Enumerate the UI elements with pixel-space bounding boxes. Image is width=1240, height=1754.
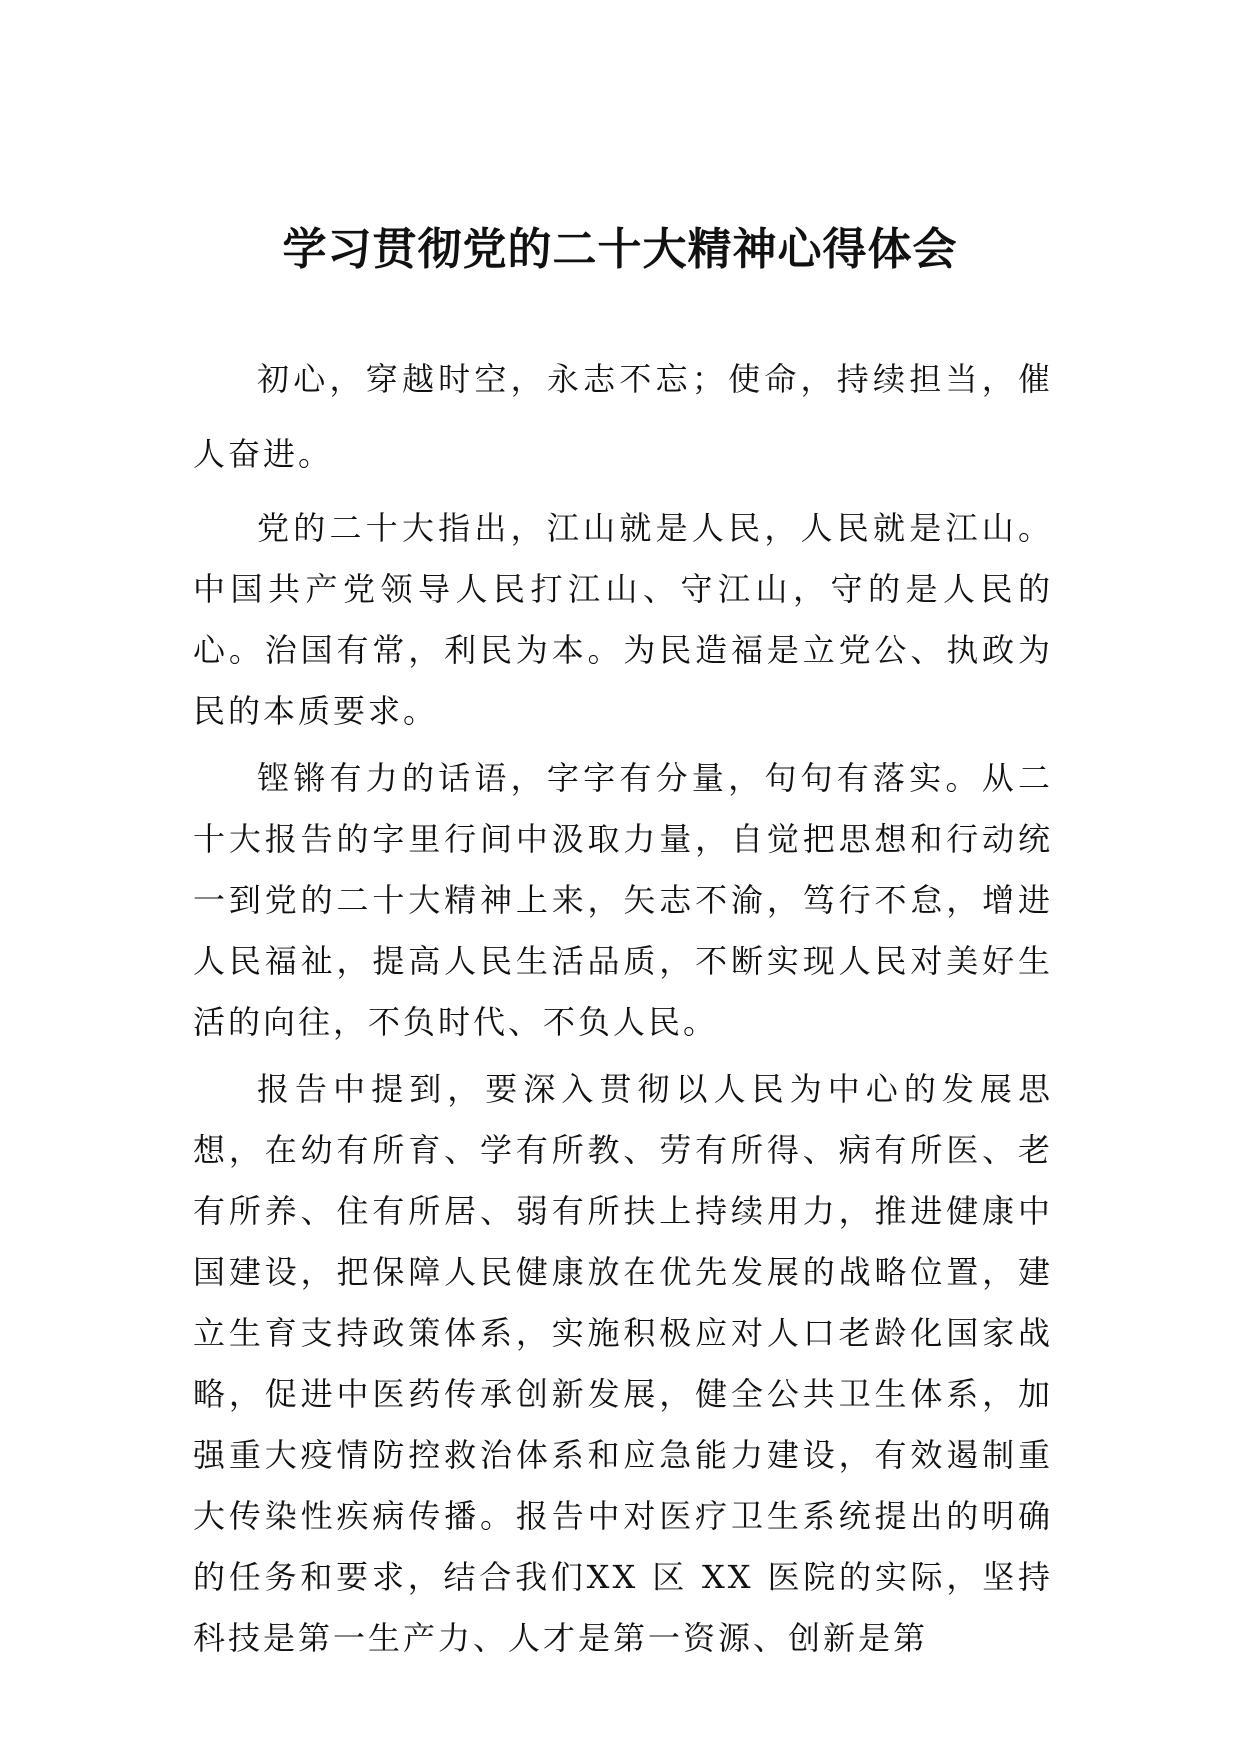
- paragraph-4: 报告中提到，要深入贯彻以人民为中心的发展思想，在幼有所育、学有所教、劳有所得、病有所医、老有所养、住有所居、弱有所扶上持续用力，推进健康中国建设，把保障人民健康放在优先发展的战略位置，建立生育支持政策体系，实施积极应对人口老龄化国家战略，促进中医药传承创新发展，健全公共卫生体系，加强重大疫情防控救治体系和应急能力建设，有效遏制重大传染性疾病传播。报告中对医疗卫生系统提出的明确的任务和要求，结合我们XX 区 XX 医院的实际，坚持科技是第一生产力、人才是第一资源、创新是第: [193, 1070, 1053, 1657]
- paragraph-3: 铿锵有力的话语，字字有分量，句句有落实。从二十大报告的字里行间中汲取力量，自觉把思想和行动统一到党的二十大精神上来，矢志不渝，笃行不怠，增进人民福祉，提高人民生活品质，不断实现人民对美好生活的向往，不负时代、不负人民。: [193, 759, 1053, 1041]
- document-body: [193, 342, 1053, 1675]
- paragraph-2: 党的二十大指出，江山就是人民，人民就是江山。中国共产党领导人民打江山、守江山，守的是人民的心。治国有常，利民为本。为民造福是立党公、执政为民的本质要求。: [193, 509, 1053, 730]
- document-title: 学习贯彻党的二十大精神心得体会: [282, 224, 958, 275]
- paragraph-1: 初心，穿越时空，永志不忘；使命，持续担当，催人奋进。: [193, 360, 1053, 473]
